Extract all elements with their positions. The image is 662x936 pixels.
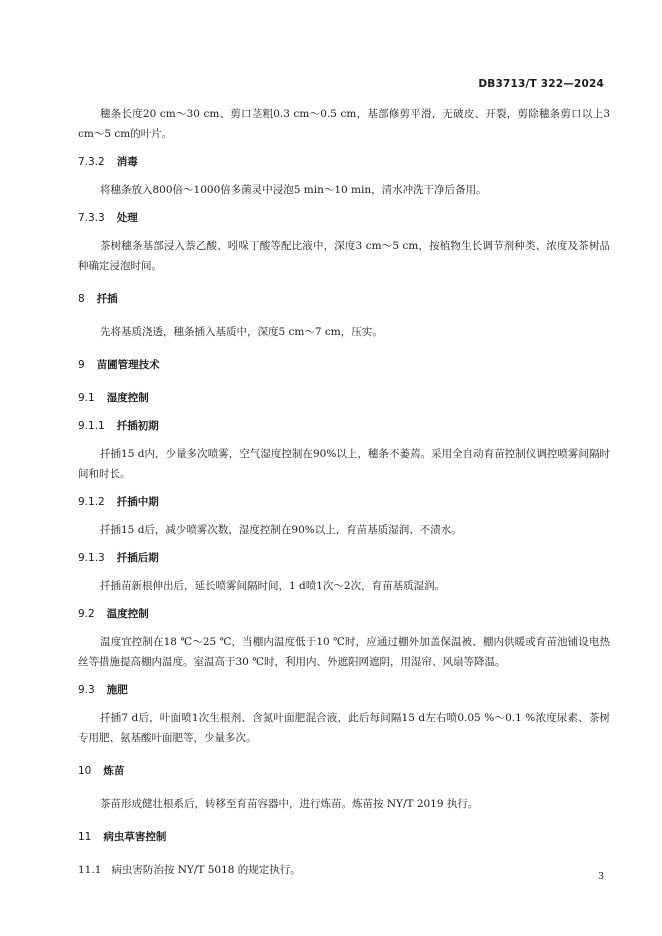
chapter-heading: [78, 827, 610, 847]
chapter-title: 扦插: [96, 293, 118, 305]
paragraph: 将穗条放入800倍～1000倍多菌灵中浸泡5 min～10 min，清水冲洗干净后备用。: [100, 184, 487, 196]
clause-number: 11.1: [78, 864, 102, 876]
section-title: 扦插中期: [116, 496, 159, 508]
chapter-number: 8: [78, 293, 85, 305]
section-heading: [78, 680, 610, 700]
chapter-number: 9: [78, 359, 85, 371]
chapter-number: 10: [78, 765, 92, 777]
section-heading: [78, 548, 610, 568]
section-title: 温度控制: [106, 608, 149, 620]
paragraph: 扦插苗新根伸出后，延长喷雾间隔时间，1 d喷1次～2次，育苗基质湿润。: [100, 580, 446, 592]
section-heading: [78, 388, 610, 408]
chapter-number: 11: [78, 831, 92, 843]
paragraph: 茶苗形成健壮根系后，转移至育苗容器中，进行炼苗。炼苗按 NY/T 2019 执行。: [100, 798, 479, 810]
section-number: 7.3.3: [78, 212, 105, 224]
chapter-title: 苗圃管理技术: [96, 359, 160, 371]
chapter-title: 炼苗: [103, 765, 125, 777]
section-number: 9.1.2: [78, 496, 105, 508]
section-title: 扦插初期: [116, 420, 159, 432]
section-number: 9.3: [78, 684, 95, 696]
paragraph: 先将基质浇透，穗条插入基质中，深度5 cm～7 cm，压实。: [100, 326, 383, 338]
document-id: DB3713/T 322—2024: [478, 78, 604, 90]
clause: [78, 860, 610, 880]
section-title: 湿度控制: [106, 392, 149, 404]
chapter-heading: [78, 355, 610, 375]
page-number: 3: [597, 871, 604, 882]
clause-text: 病虫害防治按 NY/T 5018 的规定执行。: [111, 864, 301, 876]
paragraph: 扦插15 d内，少量多次喷雾，空气湿度控制在90%以上，穗条不萎蔫。采用全自动育苗控制仪调控喷雾间隔时间和时长。: [78, 448, 610, 480]
paragraph: 穗条长度20 cm～30 cm、剪口茎粗0.3 cm～0.5 cm，基部修剪平滑，无破皮、开裂，剪除穗条剪口以上3 cm～5 cm的叶片。: [78, 108, 610, 140]
section-number: 9.1.3: [78, 552, 105, 564]
section-heading: [78, 492, 610, 512]
section-number: 7.3.2: [78, 156, 105, 168]
section-title: 消毒: [116, 156, 138, 168]
document-body: [78, 104, 610, 880]
section-heading: [78, 208, 610, 228]
paragraph: 扦插15 d后，减少喷雾次数，湿度控制在90%以上，育苗基质湿润、不渍水。: [100, 524, 462, 536]
section-number: 9.1.1: [78, 420, 105, 432]
chapter-title: 病虫草害控制: [103, 831, 167, 843]
section-title: 施肥: [106, 684, 128, 696]
section-title: 处理: [116, 212, 138, 224]
chapter-heading: [78, 761, 610, 781]
paragraph: 温度宜控制在18 ℃～25 ℃，当棚内温度低于10 ℃时，应通过棚外加盖保温被、棚内供暖或育苗池铺设电热丝等措施提高棚内温度。室温高于30 ℃时，利用内、外遮阳网遮阴，用湿帘、风扇等降温。: [78, 636, 610, 668]
section-heading: [78, 152, 610, 172]
section-number: 9.2: [78, 608, 95, 620]
section-number: 9.1: [78, 392, 95, 404]
section-heading: [78, 416, 610, 436]
section-heading: [78, 604, 610, 624]
section-title: 扦插后期: [116, 552, 159, 564]
chapter-heading: [78, 289, 610, 309]
paragraph: 茶树穗条基部浸入萘乙酸、吲哚丁酸等配比液中，深度3 cm～5 cm，按植物生长调节剂种类、浓度及茶树品种确定浸泡时间。: [78, 240, 610, 272]
paragraph: 扦插7 d后，叶面喷1次生根剂、含氮叶面肥混合液，此后每间隔15 d左右喷0.05 %～0.1 %浓度尿素、茶树专用肥、氨基酸叶面肥等，少量多次。: [78, 712, 610, 744]
